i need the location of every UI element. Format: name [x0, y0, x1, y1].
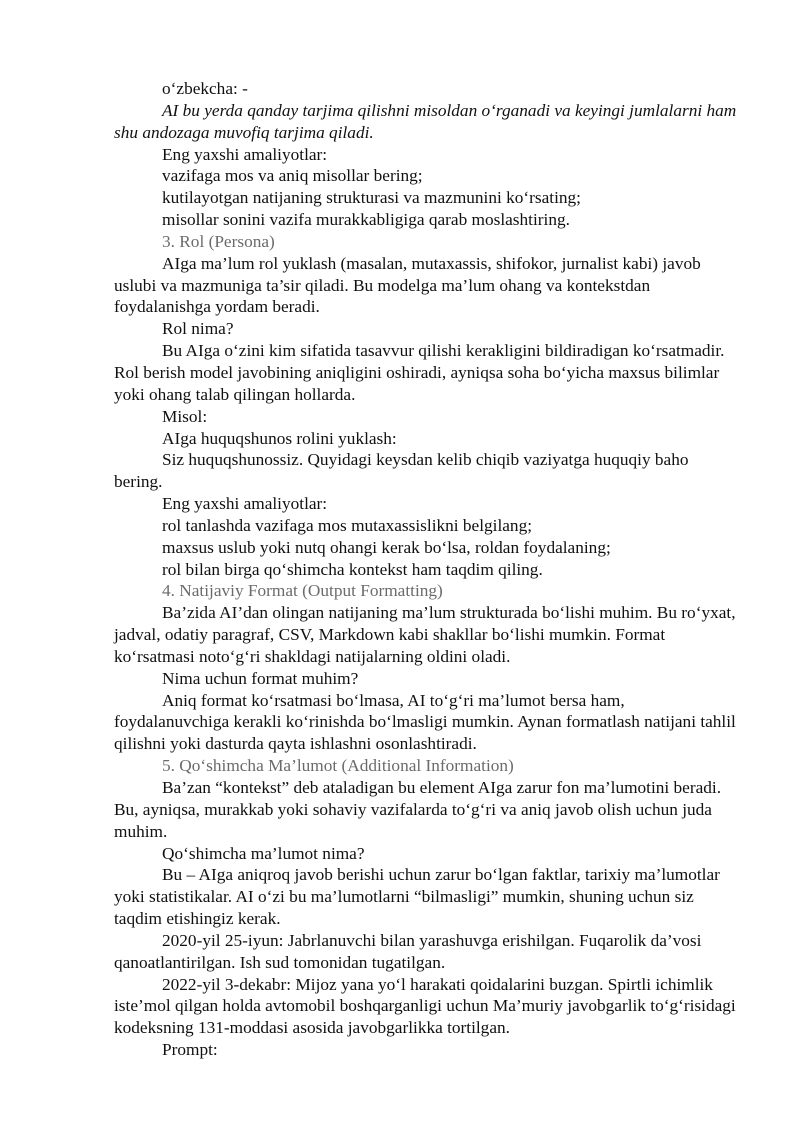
paragraph: Siz huquqshunossiz. Quyidagi keysdan kelib chiqib vaziyatga huquqiy baho bering.: [114, 450, 689, 492]
paragraph: Eng yaxshi amaliyotlar:: [162, 144, 328, 164]
section-heading: 5. Qo‘shimcha Ma’lumot (Additional Information): [162, 756, 514, 776]
paragraph: Rol nima?: [162, 319, 234, 339]
section-heading: 3. Rol (Persona): [162, 231, 275, 251]
paragraph: Bu AIga o‘zini kim sifatida tasavvur qilishi kerakligini bildiradigan ko‘rsatmadir. Rol berish model javobining aniqligini oshiradi, ayniqsa soha bo‘yicha maxsus bilimlar yoki ohang talab qilingan hollarda.: [114, 341, 725, 404]
paragraph: Ba’zan “kontekst” deb ataladigan bu element AIga zarur fon ma’lumotini beradi. Bu, ayniqsa, murakkab yoki sohaviy vazifalarda to‘g‘ri va aniq javob olish uchun juda muhim.: [114, 778, 722, 841]
document-page: [114, 78, 738, 1061]
paragraph: Bu – AIga aniqroq javob berishi uchun zarur bo‘lgan faktlar, tarixiy ma’lumotlar yoki statistikalar. AI o‘zi bu ma’lumotlarni “bilmasligi” mumkin, shuning uchun siz taqdim etishingiz kerak.: [114, 865, 720, 929]
section-heading: 4. Natijaviy Format (Output Formatting): [162, 581, 443, 601]
paragraph: rol tanlashda vazifaga mos mutaxassislikni belgilang;: [162, 515, 533, 535]
paragraph: kutilayotgan natijaning strukturasi va mazmunini ko‘rsating;: [162, 188, 581, 208]
paragraph: 2022-yil 3-dekabr: Mijoz yana yo‘l harakati qoidalarini buzgan. Spirtli ichimlik iste’mol qilgan holda avtomobil boshqarganligi uchun Ma’muriy javobgarlik to‘g‘risidagi kodeksning 131-moddasi asosida javobgarlikka tortilgan.: [114, 974, 736, 1038]
paragraph: Misol:: [162, 406, 208, 426]
paragraph: Nima uchun format muhim?: [162, 668, 359, 688]
paragraph: misollar sonini vazifa murakkabligiga qarab moslashtiring.: [162, 210, 570, 230]
paragraph: AIga huquqshunos rolini yuklash:: [162, 428, 397, 448]
paragraph: o‘zbekcha: -: [162, 79, 248, 98]
paragraph: maxsus uslub yoki nutq ohangi kerak bo‘lsa, roldan foydalaning;: [162, 537, 611, 557]
paragraph: AI bu yerda qanday tarjima qilishni misoldan o‘rganadi va keyingi jumlalarni ham shu andozaga muvofiq tarjima qiladi.: [114, 100, 737, 142]
paragraph: vazifaga mos va aniq misollar bering;: [162, 166, 423, 186]
paragraph: 2020-yil 25-iyun: Jabrlanuvchi bilan yarashuvga erishilgan. Fuqarolik da’vosi qanoatlantirilgan. Ish sud tomonidan tugatilgan.: [114, 930, 702, 972]
paragraph: Eng yaxshi amaliyotlar:: [162, 494, 328, 514]
paragraph: Ba’zida AI’dan olingan natijaning ma’lum strukturada bo‘lishi muhim. Bu ro‘yxat, jadval, odatiy paragraf, CSV, Markdown kabi shakllar bo‘lishi mumkin. Format ko‘rsatmasi noto‘g‘ri shakldagi natijalarning oldini oladi.: [114, 603, 736, 666]
paragraph: rol bilan birga qo‘shimcha kontekst ham taqdim qiling.: [162, 559, 543, 579]
paragraph: AIga ma’lum rol yuklash (masalan, mutaxassis, shifokor, jurnalist kabi) javob uslubi va mazmuniga ta’sir qiladi. Bu modelga ma’lum ohang va kontekstdan foydalanishga yordam beradi.: [114, 253, 701, 317]
paragraph: Aniq format ko‘rsatmasi bo‘lmasa, AI to‘g‘ri ma’lumot bersa ham, foydalanuvchiga kerakli ko‘rinishda bo‘lmasligi mumkin. Aynan formatlash natijani tahlil qilishni yoki dasturda qayta ishlashni osonlashtiradi.: [114, 690, 736, 754]
paragraph: Qo‘shimcha ma’lumot nima?: [162, 843, 365, 863]
paragraph: Prompt:: [162, 1040, 218, 1060]
